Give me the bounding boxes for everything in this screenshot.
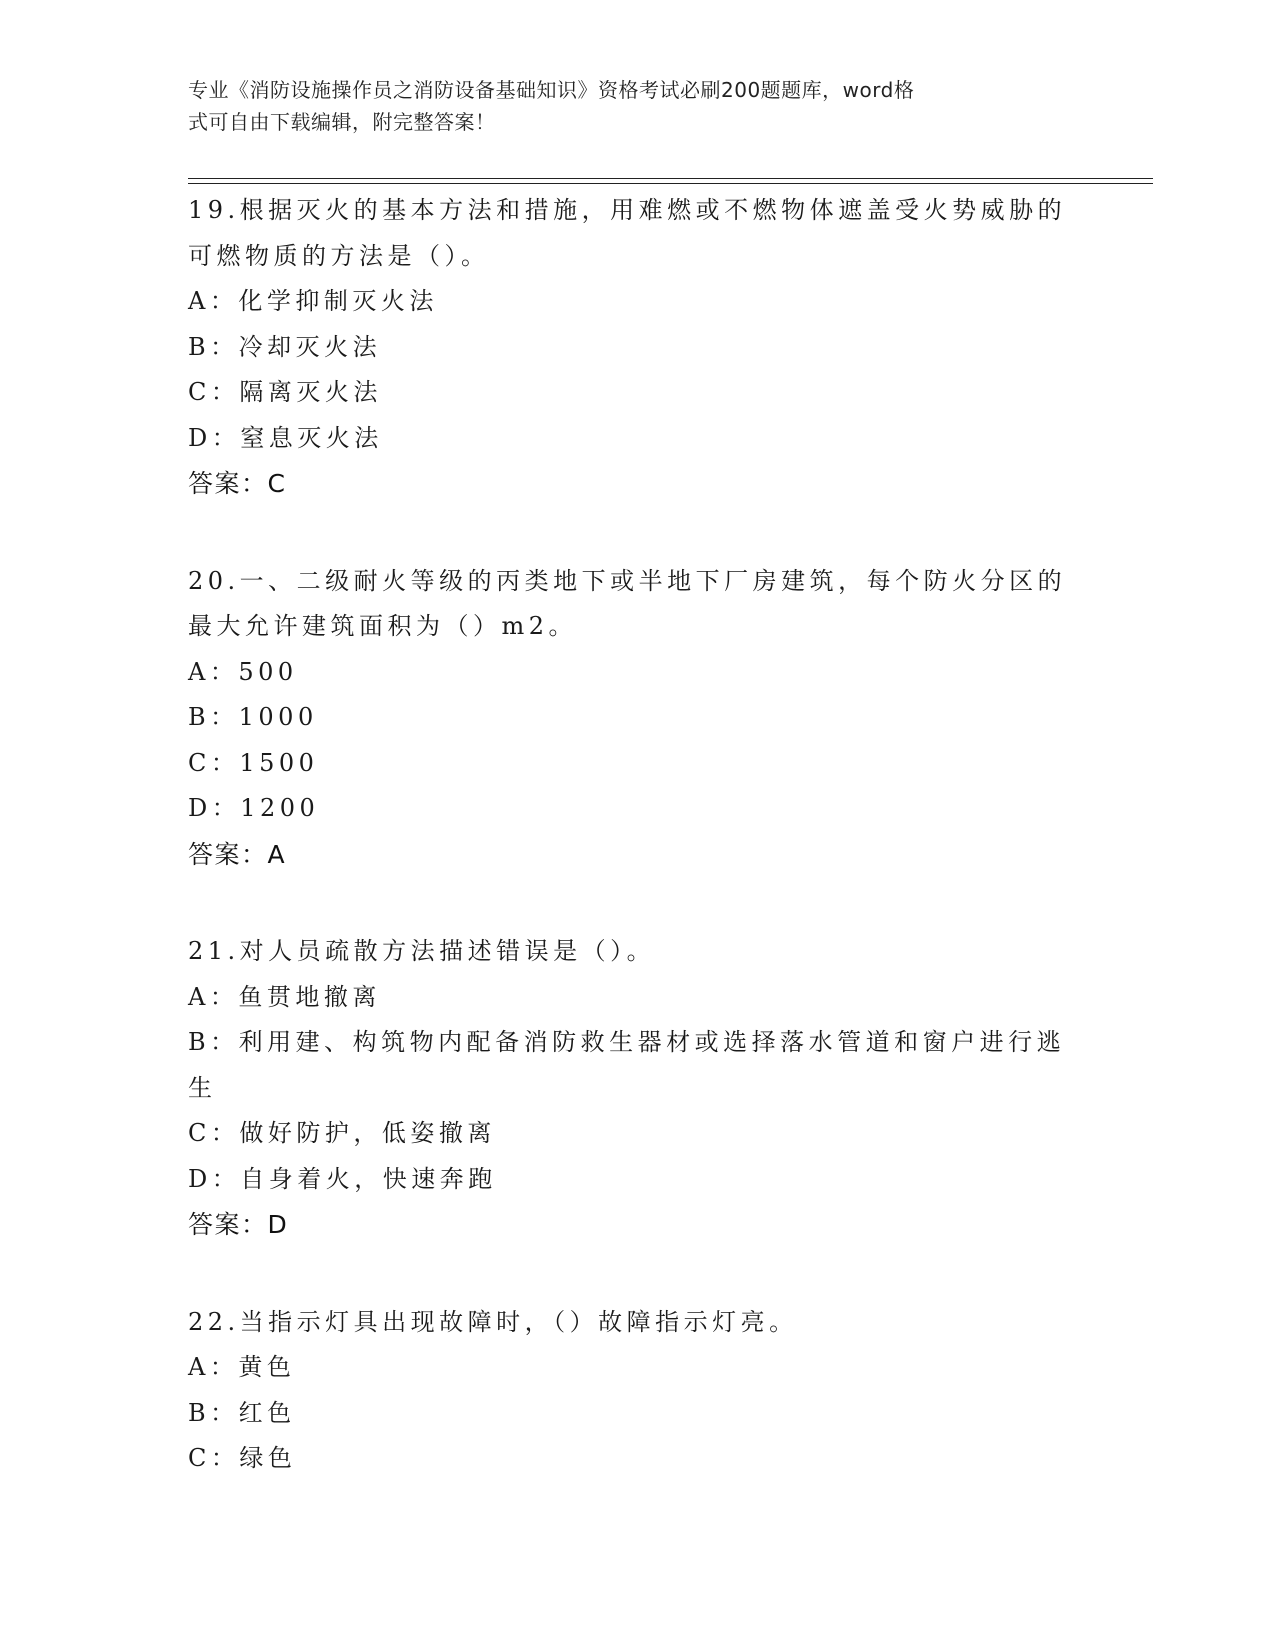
- option-d: D：窒息灭火法: [188, 423, 383, 452]
- header-divider-top: [188, 178, 1153, 179]
- option-b: B：冷却灭火法: [188, 332, 382, 361]
- question-19: [188, 188, 1088, 507]
- question-stem-line: 可燃物质的方法是（）。: [188, 241, 490, 270]
- header-divider-bottom: [188, 183, 1153, 184]
- option-d: D：1200: [188, 794, 320, 822]
- question-list: [188, 188, 1088, 1534]
- answer-line: 答案：A: [188, 839, 287, 869]
- option-a: A：化学抑制灭火法: [188, 287, 438, 315]
- answer-line: 答案：C: [188, 469, 287, 498]
- header-line-2: 式可自由下载编辑，附完整答案！: [188, 110, 496, 134]
- option-b-continued: 生: [188, 1073, 217, 1102]
- question-stem-line: 22.当指示灯具出现故障时，（）故障指示灯亮。: [188, 1307, 798, 1336]
- question-21: [188, 929, 1088, 1248]
- option-c: C：做好防护，低姿撤离: [188, 1119, 496, 1147]
- option-b: B：1000: [188, 703, 318, 731]
- option-c: C：绿色: [188, 1444, 297, 1472]
- header-line-1: 专业《消防设施操作员之消防设备基础知识》资格考试必刷200题题库，word格: [188, 78, 915, 102]
- question-stem-line: 21.对人员疏散方法描述错误是（）。: [188, 937, 656, 965]
- answer-line: 答案：D: [188, 1210, 289, 1239]
- question-stem-line: 20.一、二级耐火等级的丙类地下或半地下厂房建筑，每个防火分区的: [188, 566, 1067, 595]
- option-d: D：自身着火，快速奔跑: [188, 1164, 497, 1193]
- document-header: [188, 74, 1068, 138]
- option-c: C：隔离灭火法: [188, 378, 382, 406]
- option-a: A：鱼贯地撤离: [188, 982, 381, 1011]
- question-stem-line: 最大允许建筑面积为（）m2。: [188, 612, 578, 640]
- question-stem-line: 19.根据灭火的基本方法和措施，用难燃或不燃物体遮盖受火势威胁的: [188, 196, 1067, 224]
- option-a: A：黄色: [188, 1353, 296, 1381]
- option-c: C：1500: [188, 748, 319, 777]
- option-b: B：利用建、构筑物内配备消防救生器材或选择落水管道和窗户进行逃: [188, 1028, 1066, 1056]
- question-22: [188, 1300, 1088, 1482]
- option-b: B：红色: [188, 1398, 296, 1427]
- option-a: A：500: [188, 657, 298, 686]
- question-20: [188, 559, 1088, 878]
